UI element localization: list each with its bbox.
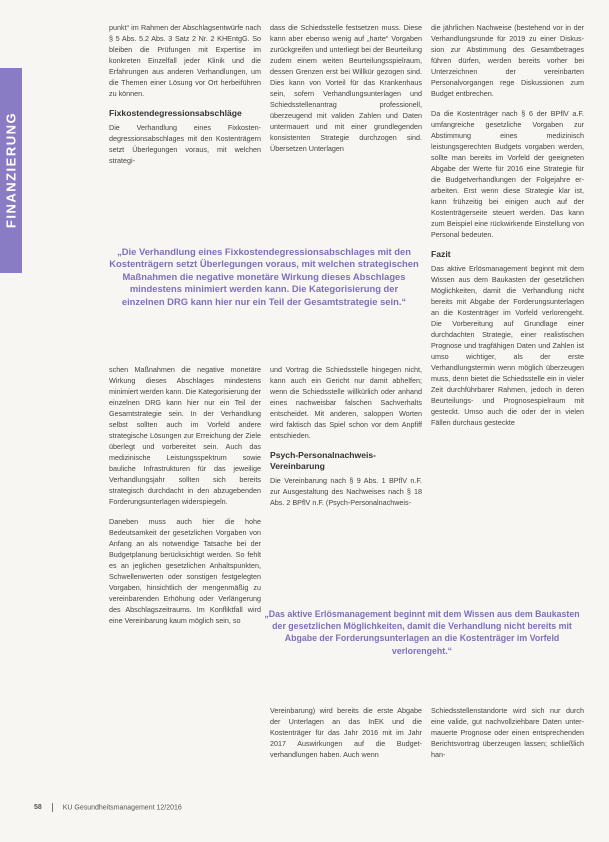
paragraph: und Vortrag die Schiedsstelle hingegen nicht, kann auch ein Gericht nur damit abhelfen; wenn die Schiedsstelle willkürlich oder anhand eines nachweisbar falschen Sachverhalts entscheidet. Mit anderen, saloppen Worten wird faktisch das Spiel schon vor dem Anpfiff entschieden. — [270, 365, 422, 440]
column-2-mid — [270, 364, 422, 517]
page-footer — [34, 803, 182, 812]
journal-name: KU Gesundheitsmanagement 12/2016 — [62, 804, 182, 812]
paragraph: punkt“ im Rahmen der Abschlagsentwürfe nach § 5 Abs. 5.2 Abs. 3 Satz 2 Nr. 2 KHEntgG. So bleiben die Prüfungen mit Expertise im konkreten Einzelfall jeder Klinik und die Erfahrungen aus anderen Verhandlungen, um die Themen einer Lösung vor Ort herbeiführen zu können. — [109, 23, 261, 98]
section-heading: Fazit — [431, 249, 451, 259]
paragraph: schen Maßnahmen die negative monetäre Wirkung dieses Abschlages mindestens minimiert werden kann. Die Kategorisierung der einzelnen DRG kann hier nur ein Teil der Gesamtstrategie sein. In der Verhandlung selbst sollten auch im Vorfeld andere strategische Lösungen zur Erreichung der Ziele überlegt und vorbereitet sein. Auch das medizinische Leistungsspektrum sowie bauliche Infrastrukturen für das jeweilige Verhandlungsjahr sollten sich bereits strategisch durchdacht in den abzugebenden Forderungsunterlagen widerspiegeln. — [109, 365, 261, 506]
section-heading: Fixkostendegressionsabschläge — [109, 108, 242, 118]
column-2-top — [270, 22, 422, 163]
paragraph: Daneben muss auch hier die hohe Bedeutsamkeit der gesetzlichen Vorgaben von Anfang an als notwendige Tatsache bei der Budgetplanung berücksichtigt werden. So fehlt es an jeglichen gesetzlichen Anhaltspunkten, Schwellenwerten oder sonstigen festgelegten Vorgaben, hinsichtlich der mengenmäßig zu vereinbarenden Erhöhung oder Verlängerung des Abschlagszeitraums. Im Konfliktfall wird eine Vereinbarung kaum möglich sein, so — [109, 517, 261, 625]
paragraph: die jährlichen Nachweise (bestehend vor in der Verhandlungsrunde für 2019 zu einer Diskussion zur Abstimmung des Gesamtbetrages führen dürfen, werden bereits vorher bei Unterzeichnen der vereinbarten Personalvorgangen rege Diskussionen zum Budget entbrechen. — [431, 23, 584, 98]
paragraph: dass die Schiedsstelle festsetzen muss. Diese kann aber ebenso wenig auf „harte“ Vorgaben zurückgreifen und unterliegt bei der Beurteilung zudem einem weiten Beurteilungsspielraum, dessen Grenzen erst bei Willkür gezogen sind. Dies kann von Vorteil für das Krankenhaus sein, sofern Verhandlungsunterlagen und Schiedsstellenantrag professionell, überzeugend mit validen Zahlen und Daten untermauert und mit einer grundlegenden konsistenten Strategie durchzogen sind. Übersetzen Unterlagen — [270, 23, 422, 153]
column-1-top — [109, 22, 261, 175]
section-heading: Psych-Personalnachweis-Vereinbarung — [270, 450, 377, 471]
column-3-bottom — [431, 705, 584, 769]
paragraph: Das aktive Erlösmanagement beginnt mit dem Wissen aus dem Baukasten der gesetzlichen Möglichkeiten, damit die Verhandlung nicht bereits mit Abgabe der Forderungsunterlagen an die Kostenträger im Vorfeld verlorengeht. Die Vorbereitung auf Grundlage einer durchdachten Strategie, einer realistischen Prognose und tragfähigen Daten und Zahlen ist umso wichtiger, als der erste Verhandlungstermin wenn möglich überzeugen muss, denn bietet die Schiedsstelle ein in vieler Zeit durchführbarer Rahmen, jedoch in deren Beurteilungs- und Prognosespielraum mit gesteckt. Umso auch die oder der in vielen Fällen durchaus gesteckte — [431, 264, 584, 427]
paragraph: Die Verhandlung eines Fixkostendegressionsabschlages mit den Kostenträgern setzt Überlegungen voraus, mit welchen strategi- — [109, 123, 261, 165]
paragraph: Die Vereinbarung nach § 9 Abs. 1 BPflV n.F. zur Ausgestaltung des Nachweises nach § 18 Abs. 2 BPflV n.F. (Psych-Personalnachweis- — [270, 476, 422, 507]
section-label: FINANZIERUNG — [3, 111, 19, 229]
column-3 — [431, 22, 584, 437]
paragraph: Vereinbarung) wird bereits die erste Abgabe der Unterlagen an das InEK und die Kostenträger für das Jahr 2016 mit im Jahr 2017 Auswirkungen auf die Budgetverhandlungen haben. Auch wenn — [270, 706, 422, 759]
paragraph: Da die Kostenträger nach § 6 der BPflV a.F. umfangreiche gesetzliche Vorgaben zur Abstimmung eines medizinisch leistungsgerechten Budgets vorgaben werden, sollte man bereits im Vorfeld der geeigneten Abgabe der Werte für 2016 eine Strategie für die Budgetverhandlungen der Folgejahre erarbeiten. Erst wenn diese Strategie klar ist, kann frühzeitig bei einigen auch auf der Kostenträgerseite steuert werden. Das kann zum Beispiel eine rückwirkende Einstellung von Personal bedeuten. — [431, 109, 584, 239]
footer-divider — [52, 803, 53, 812]
column-1-mid — [109, 364, 261, 635]
column-2-bottom — [270, 705, 422, 769]
pull-quote: „Das aktive Erlösmanagement beginnt mit dem Wissen aus dem Baukasten der gesetzlichen Möglichkeiten, damit die Verhandlung nicht bereits mit Abgabe der Forderungsunterlagen an die Kostenträger im Vorfeld verlorengeht.“ — [264, 609, 580, 656]
page-number: 58 — [34, 804, 42, 812]
pull-quote: „Die Verhandlung eines Fixkostendegressionsabschlages mit den Kostenträgern setzt Überlegungen voraus, mit welchen strategischen Maßnahmen die negative monetäre Wirkung dieses Abschlages mindestens minimiert werden kann. Die Kategorisierung der einzelnen DRG kann hier nur ein Teil der Gesamtstrategie sein.“ — [109, 246, 419, 307]
paragraph: Schiedsstellenstandorte wird sich nur durch eine valide, gut nachvollziehbare Daten untermauerte Prognose oder einen entsprechenden Berichtsvortrag überzeugen lassen; schließlich han- — [431, 706, 584, 759]
